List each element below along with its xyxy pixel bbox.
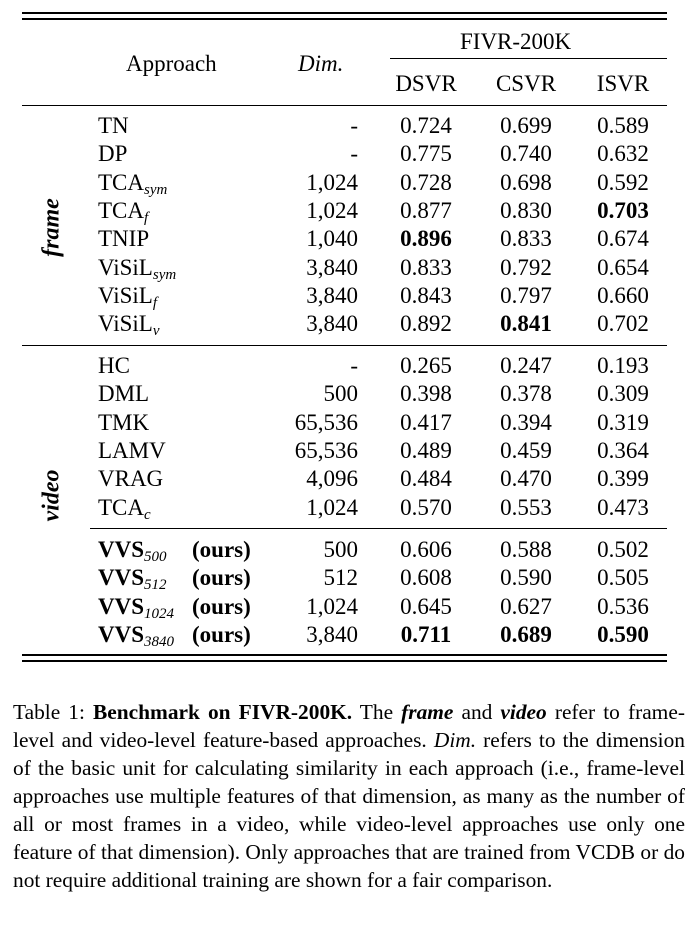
- approach-label: TN: [98, 113, 129, 138]
- ours-tag: (ours): [192, 565, 251, 590]
- dim-cell: 1,040: [306, 226, 358, 251]
- score-cell: 0.797: [500, 283, 552, 308]
- approach-label: TCA: [98, 495, 144, 520]
- score-cell: 0.608: [400, 565, 452, 590]
- approach-name: [98, 409, 149, 437]
- score-cell: 0.830: [500, 198, 552, 223]
- dim-cell: 500: [323, 537, 358, 562]
- score-cell: 0.502: [597, 537, 649, 562]
- dim-cell: 3,840: [306, 283, 358, 308]
- score-cell: 0.590: [597, 622, 649, 647]
- approach-subscript: f: [144, 210, 149, 226]
- score-cell: 0.417: [400, 410, 452, 435]
- score-cell: 0.364: [597, 438, 649, 463]
- col-header-isvr: ISVR: [596, 71, 650, 96]
- dim-cell: 65,536: [294, 438, 358, 463]
- score-cell: 0.654: [597, 255, 649, 280]
- approach-label: TMK: [98, 410, 150, 435]
- approach-name: [98, 310, 160, 338]
- approach-label: VRAG: [98, 466, 164, 491]
- table-caption: [13, 698, 685, 894]
- score-cell: 0.724: [400, 113, 452, 138]
- approach-name: [98, 465, 163, 493]
- approach-subscript: sym: [152, 267, 177, 283]
- approach-label: DP: [98, 141, 128, 166]
- caption-title: Benchmark on FIVR-200K.: [92, 700, 353, 724]
- approach-name: [98, 225, 149, 253]
- ours-rule: [90, 528, 667, 529]
- approach-label: TCA: [98, 198, 144, 223]
- approach-subscript: v: [152, 323, 160, 339]
- approach-name: [98, 352, 130, 380]
- score-cell: 0.459: [500, 438, 552, 463]
- score-cell: 0.775: [400, 141, 452, 166]
- fivr-cmidrule: [390, 58, 667, 59]
- approach-subscript: 500: [144, 549, 167, 565]
- approach-subscript: c: [144, 507, 151, 523]
- score-cell: 0.689: [500, 622, 552, 647]
- ours-tag: (ours): [192, 537, 251, 562]
- approach-name: [98, 621, 251, 650]
- score-cell: 0.489: [400, 438, 452, 463]
- score-cell: 0.589: [597, 113, 649, 138]
- video-group-label: video: [38, 469, 65, 522]
- approach-label: VVS: [98, 622, 145, 647]
- caption-dim: Dim.: [433, 728, 477, 752]
- approach-subscript: f: [152, 295, 158, 311]
- approach-label: LAMV: [98, 438, 166, 463]
- score-cell: 0.394: [500, 410, 552, 435]
- score-cell: 0.590: [500, 565, 552, 590]
- approach-subscript: sym: [144, 182, 168, 198]
- score-cell: 0.833: [500, 226, 552, 251]
- score-cell: 0.398: [400, 381, 452, 406]
- score-cell: 0.833: [400, 255, 452, 280]
- dim-cell: 1,024: [306, 170, 358, 195]
- dim-cell: 3,840: [306, 255, 358, 280]
- approach-subscript: 512: [144, 577, 167, 593]
- approach-name: [98, 593, 251, 622]
- dim-cell: 65,536: [294, 410, 358, 435]
- score-cell: 0.588: [500, 537, 552, 562]
- approach-subscript: 3840: [144, 634, 175, 650]
- score-cell: 0.473: [597, 495, 649, 520]
- caption-frame: frame: [401, 700, 454, 724]
- approach-name: [98, 564, 251, 593]
- score-cell: 0.536: [597, 594, 649, 619]
- dim-cell: 3,840: [306, 311, 358, 336]
- caption-text-1: The: [352, 700, 402, 724]
- caption-text-4: refers to the dimension of the basic unit for calculating similarity in each approach (i.e., frame-level approaches use multiple features of that dimension, as many as the number of all or most frames in a video, while video-level approaches use only one feature of that dimension). Only approaches that are trained from VCDB or do not require additional training are shown for a fair comparison.: [13, 728, 686, 892]
- ours-tag: (ours): [192, 594, 251, 619]
- score-cell: 0.841: [500, 311, 552, 336]
- score-cell: 0.892: [400, 311, 452, 336]
- score-cell: 0.877: [400, 198, 452, 223]
- approach-label: DML: [98, 381, 150, 406]
- score-cell: 0.319: [597, 410, 649, 435]
- approach-label: ViSiL: [98, 255, 153, 280]
- approach-name: [98, 112, 129, 140]
- score-cell: 0.627: [500, 594, 552, 619]
- bottom-rule-1: [22, 654, 667, 656]
- dim-cell: -: [350, 353, 358, 378]
- dim-cell: 1,024: [306, 198, 358, 223]
- approach-header: Approach: [126, 51, 217, 76]
- dim-header: Dim.: [298, 51, 344, 76]
- approach-label: TCA: [98, 170, 144, 195]
- dim-cell: 3,840: [306, 622, 358, 647]
- approach-label: VVS: [98, 594, 145, 619]
- score-cell: 0.606: [400, 537, 452, 562]
- caption-lead: Table 1:: [13, 700, 93, 724]
- score-cell: 0.740: [500, 141, 552, 166]
- approach-label: ViSiL: [98, 311, 153, 336]
- score-cell: 0.247: [500, 353, 552, 378]
- approach-name: [98, 197, 148, 225]
- approach-name: [98, 536, 251, 565]
- score-cell: 0.728: [400, 170, 452, 195]
- dim-cell: 512: [323, 565, 358, 590]
- score-cell: 0.399: [597, 466, 649, 491]
- frame-group-label: frame: [38, 198, 65, 257]
- score-cell: 0.702: [597, 311, 649, 336]
- score-cell: 0.309: [597, 381, 649, 406]
- dim-cell: 4,096: [306, 466, 358, 491]
- approach-label: TNIP: [98, 226, 150, 251]
- dim-cell: 500: [323, 381, 358, 406]
- score-cell: 0.570: [400, 495, 452, 520]
- top-rule-2: [22, 18, 667, 20]
- dim-cell: 1,024: [306, 495, 358, 520]
- score-cell: 0.674: [597, 226, 649, 251]
- dim-cell: -: [350, 113, 358, 138]
- top-rule-1: [22, 12, 667, 14]
- bottom-rule-2: [22, 660, 667, 662]
- score-cell: 0.632: [597, 141, 649, 166]
- score-cell: 0.843: [400, 283, 452, 308]
- score-cell: 0.592: [597, 170, 649, 195]
- approach-name: [98, 437, 166, 465]
- score-cell: 0.470: [500, 466, 552, 491]
- score-cell: 0.792: [500, 255, 552, 280]
- caption-text-2: and: [453, 700, 501, 724]
- dim-cell: 1,024: [306, 594, 358, 619]
- score-cell: 0.484: [400, 466, 452, 491]
- header-rule: [22, 105, 667, 106]
- approach-name: [98, 494, 151, 522]
- frame-video-rule: [22, 345, 667, 346]
- dataset-header: FIVR-200K: [460, 29, 572, 54]
- col-header-csvr: CSVR: [495, 71, 557, 96]
- approach-label: ViSiL: [98, 283, 153, 308]
- ours-tag: (ours): [192, 622, 251, 647]
- score-cell: 0.553: [500, 495, 552, 520]
- score-cell: 0.505: [597, 565, 649, 590]
- score-cell: 0.265: [400, 353, 452, 378]
- score-cell: 0.378: [500, 381, 552, 406]
- score-cell: 0.711: [400, 622, 452, 647]
- score-cell: 0.699: [500, 113, 552, 138]
- approach-name: [98, 169, 167, 197]
- approach-label: HC: [98, 353, 130, 378]
- score-cell: 0.660: [597, 283, 649, 308]
- score-cell: 0.193: [597, 353, 649, 378]
- approach-name: [98, 140, 127, 168]
- approach-label: VVS: [98, 537, 145, 562]
- score-cell: 0.698: [500, 170, 552, 195]
- approach-name: [98, 282, 157, 310]
- score-cell: 0.896: [400, 226, 452, 251]
- score-cell: 0.645: [400, 594, 452, 619]
- approach-name: [98, 254, 176, 282]
- caption-text-3: refer to frame-level and video-level feature-based approaches.: [13, 700, 685, 752]
- approach-label: VVS: [98, 565, 145, 590]
- approach-subscript: 1024: [144, 606, 175, 622]
- caption-video: video: [500, 700, 547, 724]
- col-header-dsvr: DSVR: [395, 71, 457, 96]
- approach-name: [98, 380, 149, 408]
- dim-cell: -: [350, 141, 358, 166]
- score-cell: 0.703: [597, 198, 649, 223]
